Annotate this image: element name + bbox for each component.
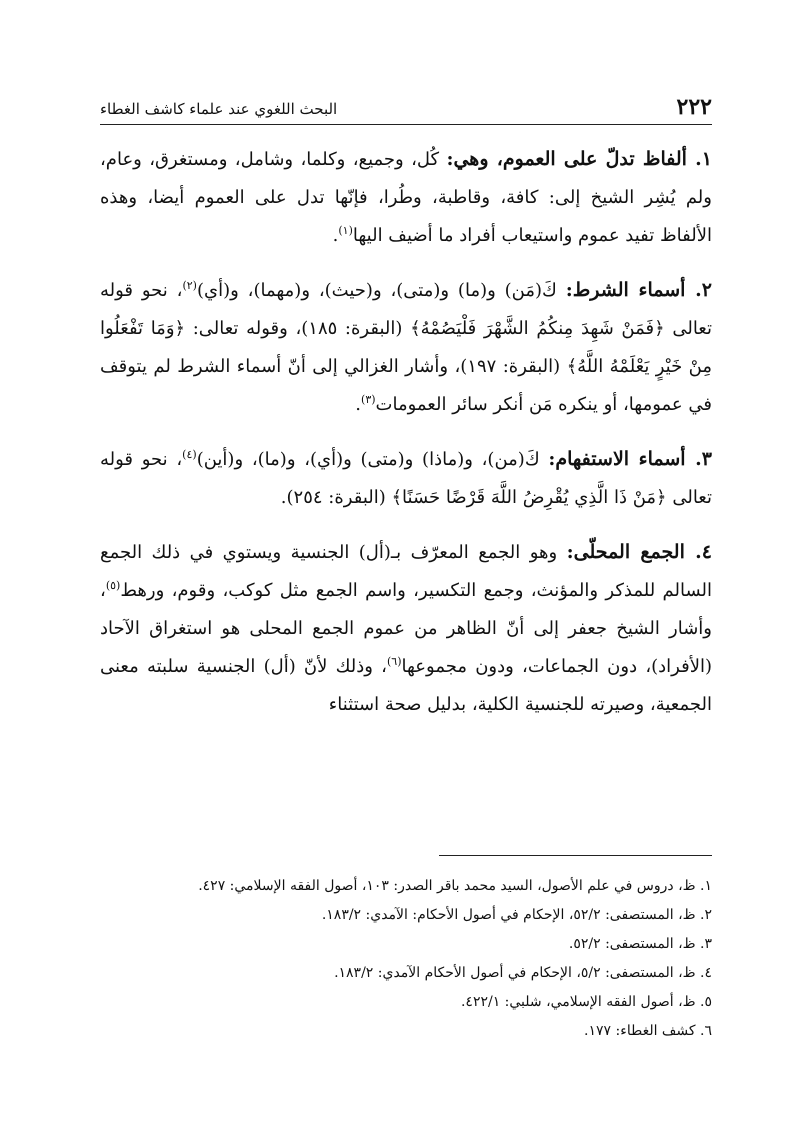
running-title: البحث اللغوي عند علماء كاشف الغطاء bbox=[100, 100, 338, 118]
footnote-ref: (١) bbox=[338, 224, 353, 237]
paragraph-heading: ٢. أسماء الشرط: bbox=[565, 279, 712, 301]
quran-verse: ﴿مَنْ ذَا الَّذِي يُقْرِضُ اللَّهَ قَرْضًا حَسَنًا﴾ bbox=[391, 487, 667, 508]
text-run: كُل، وجميع، وكلما، وشامل، ومستغرق، وعام، ولم يُشِر الشيخ إلى: كافة، وقاطبة، وطُرا، فإنّها تدل على العموم أيضا، وهذه الألفاظ تفيد عموم واستيعاب أفراد ما أضيف اليها bbox=[100, 149, 712, 246]
text-run: ، نحو قوله تعالى bbox=[100, 280, 712, 339]
paragraph-heading: ١. ألفاظ تدلّ على العموم، وهي: bbox=[446, 148, 712, 170]
footnote-ref: (٤) bbox=[182, 448, 197, 461]
paragraph-4 bbox=[100, 533, 712, 724]
footnote-ref: (٢) bbox=[182, 279, 197, 292]
paragraph-2 bbox=[100, 271, 712, 424]
footnote-2: ٢. ظ، المستصفى: ٥٢/٢، الإحكام في أصول الأحكام: الآمدي: ١٨٣/٢. bbox=[321, 907, 712, 923]
text-run: . bbox=[332, 225, 339, 246]
footnote-1: ١. ظ، دروس في علم الأصول، السيد محمد باقر الصدر: ١٠٣، أصول الفقه الإسلامي: ٤٢٧. bbox=[198, 878, 712, 894]
quran-verse: ﴿فَمَنْ شَهِدَ مِنكُمُ الشَّهْرَ فَلْيَصُمْهُ﴾ bbox=[410, 318, 665, 339]
page-number: ٢٢٢ bbox=[676, 94, 712, 120]
footnote-4: ٤. ظ، المستصفى: ٥/٢، الإحكام في أصول الأحكام الآمدي: ١٨٣/٢. bbox=[334, 965, 712, 981]
text-run: (البقرة: ٢٥٤). bbox=[280, 487, 392, 508]
quran-verse: ﴿وَمَا تَفْعَلُوا مِنْ خَيْرٍ يَعْلَمْهُ اللَّهُ﴾ bbox=[100, 318, 712, 377]
text-run: كَ(مَن) و(ما) و(متى)، و(حيث)، و(مهما)، و(أي) bbox=[196, 280, 566, 301]
text-run: ، نحو قوله تعالى bbox=[100, 449, 712, 508]
footnote-separator bbox=[439, 855, 712, 856]
footnote-ref: (٣) bbox=[361, 393, 376, 406]
text-run: (البقرة: ١٩٧)، وأشار الغزالي إلى أنّ أسماء الشرط لم يتوقف في عمومها، أو ينكره مَن أنكر سائر العمومات bbox=[100, 356, 712, 415]
paragraph-3 bbox=[100, 440, 712, 517]
body-text bbox=[100, 140, 712, 740]
text-run: . bbox=[355, 394, 362, 415]
footnote-ref: (٥) bbox=[105, 579, 121, 592]
footnote-3: ٣. ظ، المستصفى: ٥٢/٢. bbox=[568, 936, 712, 952]
footnote-5: ٥. ظ، أصول الفقه الإسلامي، شلبي: ٤٢٢/١. bbox=[460, 994, 712, 1010]
paragraph-heading: ٣. أسماء الاستفهام: bbox=[548, 448, 712, 470]
footnote-6: ٦. كشف الغطاء: ١٧٧. bbox=[584, 1023, 712, 1039]
text-run: وهو الجمع المعرّف بـ(أل) الجنسية ويستوي في ذلك الجمع السالم للمذكر والمؤنث، وجمع التكسير، واسم الجمع مثل كوكب، وقوم، ورهط bbox=[100, 542, 712, 601]
text-run: (البقرة: ١٨٥)، وقوله تعالى: bbox=[185, 318, 411, 339]
paragraph-1 bbox=[100, 140, 712, 255]
footnote-ref: (٦) bbox=[386, 655, 402, 668]
footnotes bbox=[100, 872, 712, 1046]
page-header bbox=[100, 88, 712, 125]
text-run: ، وأشار الشيخ جعفر إلى أنّ الظاهر من عموم الجمع المحلى هو استغراق الآحاد (الأفراد)، دون الجماعات، ودون مجموعها bbox=[100, 580, 712, 677]
text-run: كَ(من)، و(ماذا) و(متى) و(أي)، و(ما)، و(أين) bbox=[196, 449, 549, 470]
text-run: ، وذلك لأنّ (أل) الجنسية سلبته معنى الجمعية، وصيرته للجنسية الكلية، بدليل صحة استثناء bbox=[100, 656, 712, 715]
paragraph-heading: ٤. الجمع المحلّى: bbox=[566, 541, 713, 563]
